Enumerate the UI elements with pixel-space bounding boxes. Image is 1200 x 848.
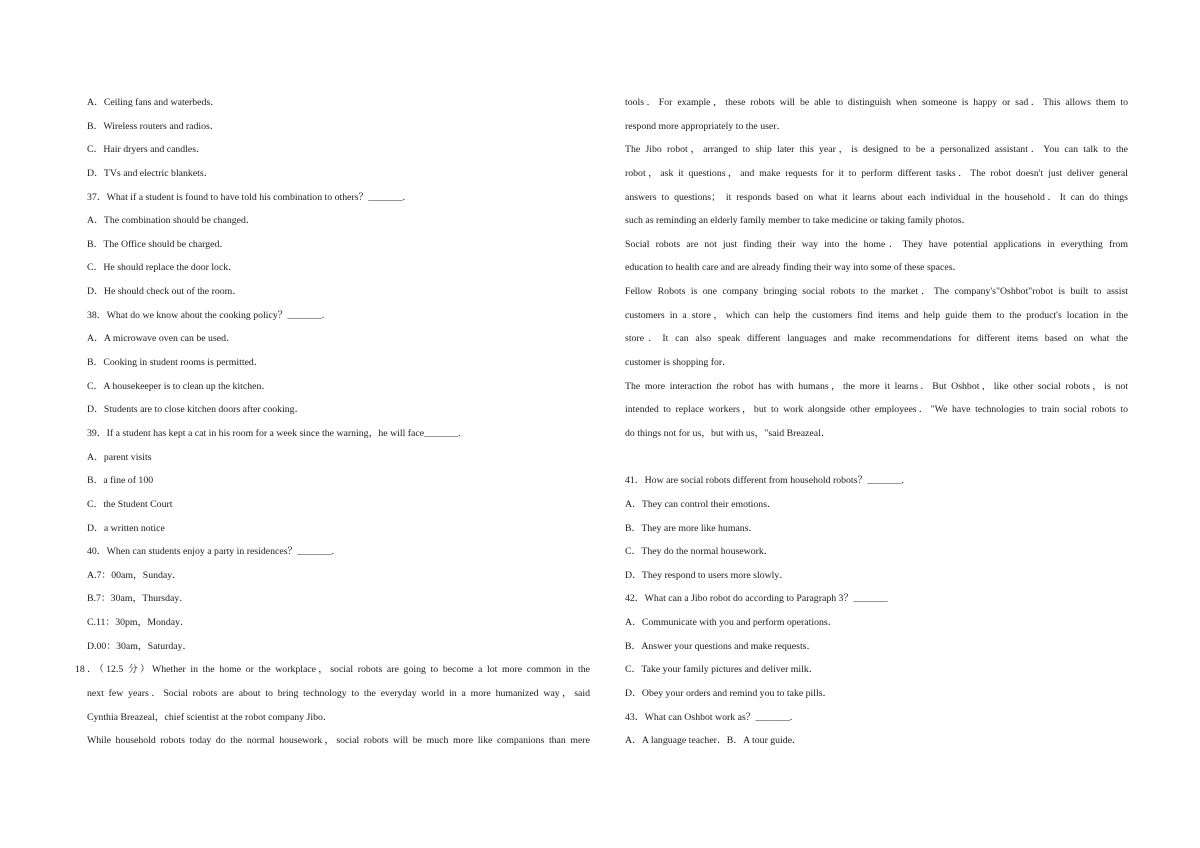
left-text-line: B．The Office should be charged． bbox=[87, 238, 230, 250]
left-text-line: B．Cooking in student rooms is permitted． bbox=[87, 357, 264, 369]
left-text-line: Cynthia Breazeal，chief scientist at the robot company Jibo． bbox=[87, 711, 333, 723]
right-text-line: D．Obey your orders and remind you to take pills． bbox=[625, 688, 833, 700]
left-column bbox=[75, 91, 590, 753]
left-text-line: 18．（12.5 分）Whether in the home or the workplace，social robots are going to become a lot more common in the bbox=[75, 664, 590, 676]
right-text-line: respond more appropriately to the user． bbox=[625, 120, 787, 132]
left-text-line: 38．What do we know about the cooking policy？_______. bbox=[87, 309, 325, 321]
right-text-line: The Jibo robot，arranged to ship later this year，is designed to be a personalized assistant．You can talk to the bbox=[625, 144, 1128, 156]
right-column bbox=[625, 91, 1128, 753]
left-text-line: While household robots today do the normal housework，social robots will be much more like companions than mere bbox=[87, 735, 590, 747]
right-text-line: customer is shopping for． bbox=[625, 357, 732, 369]
right-text-line: C．They do the normal housework． bbox=[625, 546, 774, 558]
left-text-line: A．Ceiling fans and waterbeds． bbox=[87, 97, 221, 108]
right-text-line: tools．For example，these robots will be able to distinguish when someone is happy or sad．This allows them to bbox=[625, 97, 1128, 108]
right-text-line: Fellow Robots is one company bringing social robots to the market．The company's"Oshbot"robot is built to assist bbox=[625, 286, 1128, 298]
right-text-line: 41．How are social robots different from household robots？_______. bbox=[625, 475, 904, 487]
left-text-line: D．Students are to close kitchen doors after cooking． bbox=[87, 404, 305, 416]
right-text-line: A．They can control their emotions． bbox=[625, 498, 777, 510]
right-text-line: intended to replace workers，but to work alongside other employees．"We have technologies to train social robots to bbox=[625, 404, 1128, 416]
left-text-line: A．parent visits bbox=[87, 451, 152, 463]
left-text-line: C.11：30pm，Monday． bbox=[87, 617, 190, 629]
right-text-line: store．It can also speak different languages and make recommendations for different items based on what the bbox=[625, 333, 1128, 345]
right-text-line: B．Answer your questions and make requests． bbox=[625, 640, 817, 652]
right-text-line: A．A language teacher．B．A tour guide． bbox=[625, 735, 802, 747]
left-text-line: B.7：30am，Thursday． bbox=[87, 593, 190, 605]
right-text-line: answers to questions； it responds based on what it learns about each individual in the household．It can do things bbox=[625, 191, 1128, 203]
left-text-line: B．Wireless routers and radios． bbox=[87, 120, 220, 132]
right-text-line: D．They respond to users more slowly． bbox=[625, 569, 790, 581]
left-text-line: B．a fine of 100 bbox=[87, 475, 154, 487]
left-text-line: next few years．Social robots are about to bring technology to the everyday world in a more humanized way，said bbox=[87, 688, 590, 700]
right-text-line: 42．What can a Jibo robot do according to Paragraph 3？_______ bbox=[625, 593, 888, 605]
left-text-line: C．A housekeeper is to clean up the kitchen． bbox=[87, 380, 272, 392]
left-text-line: D.00：30am，Saturday． bbox=[87, 640, 193, 652]
right-text-line: robot，ask it questions，and make requests for it to perform different tasks．The robot doesn't just deliver general bbox=[625, 167, 1128, 179]
right-text-line: C．Take your family pictures and deliver milk． bbox=[625, 664, 819, 676]
right-text-line: customers in a store，which can help the customers find items and help guide them to the product's location in the bbox=[625, 309, 1128, 321]
left-text-line: C．the Student Court bbox=[87, 498, 173, 510]
left-text-line: A．The combination should be changed． bbox=[87, 215, 256, 227]
right-text-line: Social robots are not just finding their way into the home．They have potential applications in everything from bbox=[625, 238, 1128, 250]
right-text-line: do things not for us，but with us，"said Breazeal． bbox=[625, 427, 831, 439]
left-text-line: C．He should replace the door lock． bbox=[87, 262, 238, 274]
right-text-line bbox=[625, 446, 1128, 470]
left-text-line: A．A microwave oven can be used． bbox=[87, 333, 236, 345]
left-text-line: C．Hair dryers and candles． bbox=[87, 144, 206, 156]
right-text-line: 43．What can Oshbot work as？_______. bbox=[625, 711, 793, 723]
left-text-line: 40．When can students enjoy a party in residences？_______. bbox=[87, 546, 335, 558]
left-text-line: A.7：00am，Sunday． bbox=[87, 569, 182, 581]
right-text-line: A．Communicate with you and perform operations． bbox=[625, 617, 838, 629]
left-text-line: D．TVs and electric blankets． bbox=[87, 167, 214, 179]
right-text-line: education to health care and are already finding their way into some of these spaces． bbox=[625, 262, 963, 274]
right-text-line: B．They are more like humans． bbox=[625, 522, 759, 534]
right-text-line: The more interaction the robot has with humans，the more it learns．But Oshbot，like other social robots，is not bbox=[625, 380, 1128, 392]
right-text-line: such as reminding an elderly family member to take medicine or taking family photos． bbox=[625, 215, 972, 227]
left-text-line: 37．What if a student is found to have told his combination to others？_______. bbox=[87, 191, 406, 203]
left-text-line: 39．If a student has kept a cat in his room for a week since the warning，he will face_______. bbox=[87, 427, 461, 439]
left-text-line: D．a written notice bbox=[87, 522, 165, 534]
left-text-line: D．He should check out of the room． bbox=[87, 286, 243, 298]
